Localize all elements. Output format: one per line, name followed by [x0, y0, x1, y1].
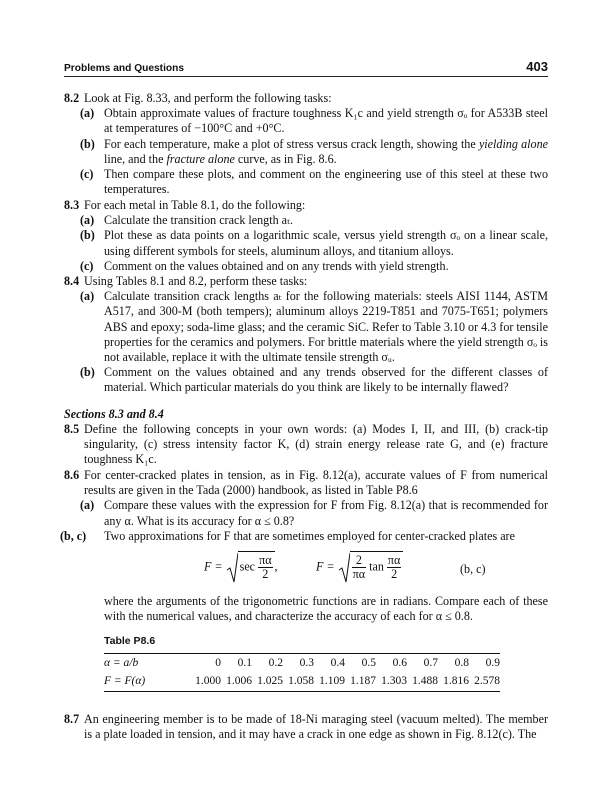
eq-comma: ,: [274, 559, 278, 574]
task-c: [80, 258, 548, 274]
task-a: [80, 289, 548, 365]
table-cell: 0.1: [237, 657, 252, 670]
sqrt-sign-icon: [338, 552, 350, 584]
problem-number: 8.5: [64, 422, 80, 436]
task-text: Compare these values with the expression for F from Fig. 8.12(a) that is recommended for any α. What is its accuracy for α ≤ 0.8?: [104, 498, 548, 528]
table-cell: 0.7: [423, 657, 438, 670]
task-bc: [60, 528, 548, 544]
task-text: Comment on the values obtained and any trends observed for the different classes of material. Which particular materials do you think are likely to be internally flawed?: [104, 365, 548, 395]
task-a: [80, 498, 548, 528]
sec-function: sec: [239, 559, 256, 574]
table-cell: 1.006: [226, 675, 252, 688]
eq-lhs: F =: [204, 559, 223, 574]
problem-8-4: [64, 274, 548, 396]
task-text: For each temperature, make a plot of stress versus crack length, showing the: [104, 136, 479, 151]
task-b: [80, 365, 548, 395]
task-text: Then compare these plots, and comment on the engineering use of this steel at these two temperatures.: [104, 167, 548, 197]
table-cell: 1.187: [350, 675, 376, 688]
sqrt-sign-icon: [226, 552, 238, 584]
equation-tangent: [316, 551, 403, 584]
task-label: (b): [80, 228, 95, 243]
problem-number: 8.4: [64, 274, 80, 288]
problem-text: For each metal in Table 8.1, do the following:: [84, 198, 306, 212]
sqrt-body: [350, 551, 404, 581]
fraction-numerator: πα: [387, 553, 401, 567]
table-cell: 1.000: [195, 675, 221, 688]
task-b: [80, 136, 548, 167]
task-text: Plot these as data points on a logarithmic scale, versus yield strength σₒ on a linear scale, using different symbols for steels, aluminum alloys, and titanium alloys.: [104, 228, 548, 258]
equation-block: [64, 545, 548, 591]
sqrt-body: [238, 551, 275, 581]
page-number: 403: [526, 59, 548, 74]
task-text: Obtain approximate values of fracture toughness K₁c and yield strength σₒ for A533B steel at temperatures of −100°C and +0°C.: [104, 106, 548, 136]
running-header: [64, 60, 548, 77]
table-cell: 0.6: [392, 657, 407, 670]
problem-number: 8.7: [64, 712, 80, 726]
emphasis-text: fracture alone: [166, 151, 235, 166]
equation-tag: (b, c): [460, 562, 486, 576]
header-section-title: Problems and Questions: [64, 63, 185, 74]
problem-8-3: [64, 198, 548, 274]
task-label: (a): [80, 289, 95, 304]
followup-text: where the arguments of the trigonometric functions are in radians. Compare each of these with the numerical values, and characterize the accuracy of each for α ≤ 0.8.: [104, 594, 548, 624]
table-cell: 1.816: [443, 675, 469, 688]
table-cell: 0: [215, 657, 221, 670]
task-label: (b): [80, 365, 95, 380]
table-cell: 0.8: [454, 657, 469, 670]
table-cell: 0.4: [330, 657, 345, 670]
table-cell: 1.109: [319, 675, 345, 688]
table-title: Table P8.6: [104, 635, 156, 647]
task-label: (b, c): [60, 528, 87, 543]
task-label: (a): [80, 106, 95, 121]
table-cell: 1.488: [412, 675, 438, 688]
row-header: F = F(α): [104, 675, 146, 688]
task-text: Comment on the values obtained and on any trends with yield strength.: [104, 258, 449, 273]
task-a: [80, 106, 548, 136]
row-header: α = a/b: [104, 657, 139, 670]
table-cell: 2.578: [474, 675, 500, 688]
table-row: [104, 672, 500, 691]
task-label: (a): [80, 498, 95, 513]
table-cell: 0.5: [361, 657, 376, 670]
task-text: Calculate the transition crack length aₜ.: [104, 213, 294, 228]
problem-number: 8.3: [64, 198, 80, 212]
section-heading: Sections 8.3 and 8.4: [64, 407, 164, 421]
task-text: line, and the: [104, 151, 167, 166]
fraction-denominator: 2: [262, 567, 269, 581]
table-p8-6: [104, 634, 534, 692]
fraction-numerator: 2: [352, 554, 366, 568]
problem-text: Using Tables 8.1 and 8.2, perform these tasks:: [84, 274, 308, 288]
table-cell: 0.2: [268, 657, 283, 670]
fraction-numerator: πα: [259, 553, 272, 567]
problem-text: An engineering member is to be made of 18-Ni maraging steel (vacuum melted). The member is a plate loaded in tension, and it may have a crack in one edge as shown in Fig. 8.12(c). The: [84, 712, 548, 742]
fraction: [258, 554, 272, 581]
task-label: (b): [80, 136, 95, 151]
equation-followup: [64, 594, 548, 624]
table-row: [104, 654, 500, 673]
fraction-denominator: πα: [352, 567, 366, 581]
fraction: [387, 554, 401, 581]
task-text: curve, as in Fig. 8.6.: [234, 151, 337, 166]
problem-8-5: [64, 422, 548, 468]
problem-8-7: [64, 712, 548, 742]
task-a: [80, 213, 548, 228]
problem-8-2: [64, 91, 548, 197]
table-cell: 1.058: [288, 675, 314, 688]
tan-function: tan: [369, 559, 384, 574]
data-table: [104, 653, 500, 691]
task-label: (c): [80, 258, 94, 273]
table-cell: 1.025: [257, 675, 283, 688]
fraction: [352, 554, 366, 581]
fraction-denominator: 2: [391, 567, 398, 581]
problem-text: For center-cracked plates in tension, as in Fig. 8.12(a), accurate values of F from numerical results are given in the Tada (2000) handbook, as listed in Table P8.6: [84, 468, 548, 498]
problem-text: Define the following concepts in your own words: (a) Modes I, II, and III, (b) crack-tip singularity, (c) stress intensity factor K, (d) strain energy release rate G, and (e) fracture toughness K₁c.: [84, 422, 548, 467]
problem-text: Look at Fig. 8.33, and perform the following tasks:: [84, 91, 332, 105]
table-cell: 1.303: [381, 675, 407, 688]
task-text: Calculate transition crack lengths aₜ for the following materials: steels AISI 1144, ASTM A517, and 300-M (both tempers); aluminum alloys 2219-T851 and 7075-T651; polymers ABS and epoxy; soda-lime glass; and the ceramic SiC. Refer to Table 3.10 or 4.3 for tensile properties for the ceramics and polymers. For brittle materials where the yield strength σₒ is not available, replace it with the ultimate tensile strength σᵤ.: [104, 289, 548, 365]
problem-number: 8.6: [64, 468, 80, 482]
task-b: [80, 228, 548, 258]
task-text: Two approximations for F that are sometimes employed for center-cracked plates are: [104, 528, 515, 543]
task-c: [80, 167, 548, 197]
task-label: (c): [80, 167, 94, 182]
table-cell: 0.3: [299, 657, 314, 670]
problem-number: 8.2: [64, 91, 80, 105]
task-label: (a): [80, 213, 95, 228]
equation-secant: [204, 551, 278, 584]
table-cell: 0.9: [485, 657, 500, 670]
emphasis-text: yielding alone: [478, 136, 548, 151]
eq-lhs: F =: [316, 559, 335, 574]
problem-8-6: [60, 468, 548, 544]
